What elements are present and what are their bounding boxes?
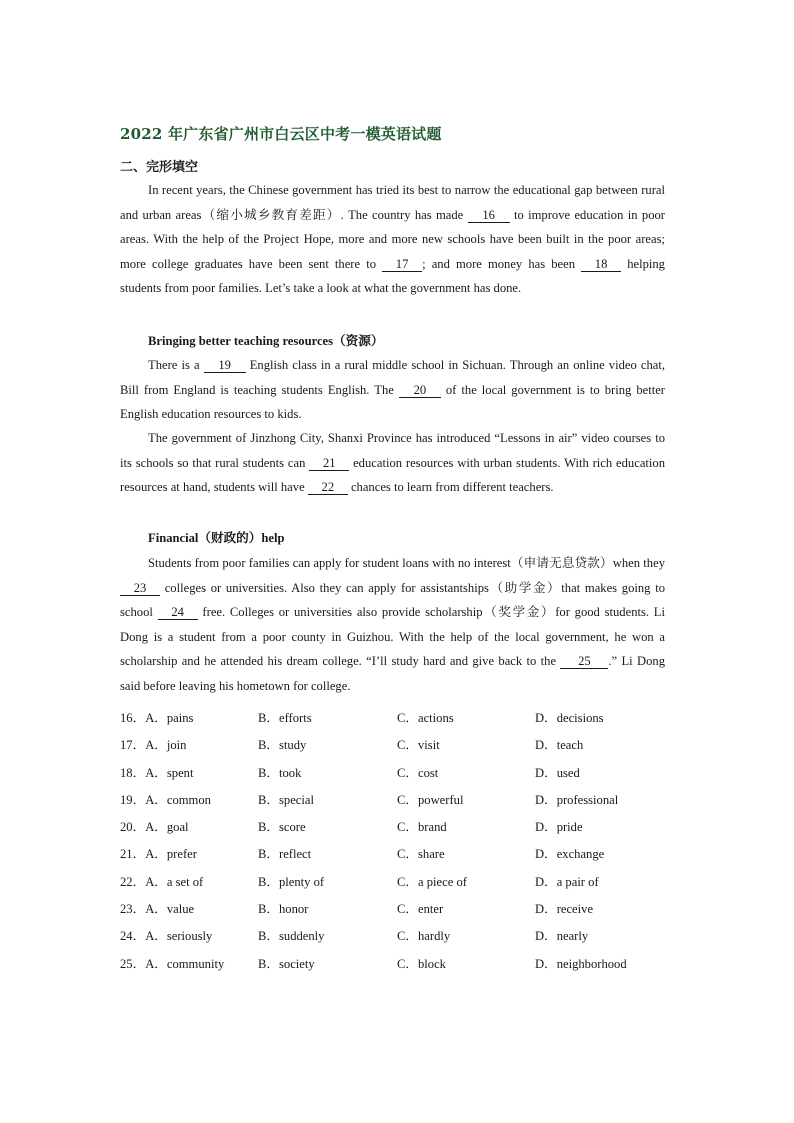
option-b: B．suddenly	[258, 929, 325, 944]
option-b: B．study	[258, 738, 307, 753]
option-row	[120, 898, 680, 925]
blank-22: 22	[308, 480, 348, 495]
section-heading: 二、完形填空	[120, 160, 199, 175]
option-c: C．a piece of	[397, 874, 467, 889]
option-a: 20．A．goal	[120, 820, 189, 835]
option-d: D．decisions	[535, 711, 604, 725]
option-b: B．efforts	[258, 711, 312, 725]
option-d: D．neighborhood	[535, 956, 627, 971]
subheading-financial-help: Financial（财政的）help	[148, 531, 285, 545]
option-d: D．exchange	[535, 847, 605, 862]
blank-19: 19	[204, 358, 246, 373]
option-c: C．actions	[397, 711, 454, 725]
option-a: 22．A．a set of	[120, 874, 204, 889]
option-a: 24．A．seriously	[120, 929, 213, 944]
option-d: D．used	[535, 765, 580, 780]
option-row	[120, 953, 680, 980]
exam-title: 2022 年广东省广州市白云区中考一模英语试题	[120, 125, 442, 143]
option-b: B．society	[258, 956, 315, 971]
option-a: 16．A．pains	[120, 711, 194, 725]
option-a: 25．A．community	[120, 956, 225, 971]
option-d: D．professional	[535, 792, 619, 807]
option-b: B．honor	[258, 902, 309, 917]
option-c: C．powerful	[397, 792, 464, 807]
option-c: C．visit	[397, 738, 440, 753]
option-row	[120, 843, 680, 870]
option-a: 23．A．value	[120, 902, 195, 917]
blank-20: 20	[399, 383, 441, 398]
option-d: D．pride	[535, 820, 583, 835]
option-b: B．plenty of	[258, 874, 325, 889]
option-row	[120, 734, 680, 761]
passage-paragraph-2: There is a 19 English class in a rural middle school in Sichuan. Through an online video chat, Bill from England is teaching students English. The 20 of the local government is to bring better English education resources to kids.	[120, 358, 665, 421]
option-c: C．brand	[397, 820, 447, 835]
option-row	[120, 707, 680, 734]
blank-25: 25	[560, 654, 608, 669]
option-c: C．enter	[397, 902, 444, 917]
option-b: B．took	[258, 765, 302, 780]
option-row	[120, 925, 680, 952]
option-d: D．teach	[535, 738, 584, 753]
passage-paragraph-4: Students from poor families can apply for student loans with no interest（申请无息贷款）when they 23 colleges or universities. Also they can apply for assistantships（助学金）that makes going to school 24 free. Colleges or universities also provide scholarship（奖学金）for good students. Li Dong is a student from a poor county in Guizhou. With the help of the local government, he won a scholarship and he attended his dream college. “I’ll study hard and give back to the 25 .” Li Dong said before leaving his hometown for college.	[120, 556, 665, 693]
option-c: C．block	[397, 956, 446, 971]
option-b: B．reflect	[258, 847, 312, 862]
option-a: 21．A．prefer	[120, 847, 197, 862]
option-c: C．cost	[397, 765, 439, 780]
option-c: C．hardly	[397, 929, 451, 944]
passage-paragraph-3: The government of Jinzhong City, Shanxi Province has introduced “Lessons in air” video courses to its schools so that rural students can 21 education resources with urban students. With rich education resources at hand, students will have 22 chances to learn from different teachers.	[120, 431, 665, 494]
option-d: D．nearly	[535, 929, 589, 944]
option-b: B．special	[258, 792, 314, 807]
answer-options	[120, 707, 680, 980]
blank-23: 23	[120, 581, 160, 596]
option-d: D．a pair of	[535, 874, 599, 889]
blank-24: 24	[158, 605, 198, 620]
option-a: 18．A．spent	[120, 765, 194, 780]
subheading-teaching-resources: Bringing better teaching resources（资源）	[148, 334, 384, 348]
option-b: B．score	[258, 820, 306, 835]
option-row	[120, 871, 680, 898]
option-d: D．receive	[535, 902, 594, 917]
option-row	[120, 816, 680, 843]
passage-paragraph-1: In recent years, the Chinese government has tried its best to narrow the educational gap between rural and urban areas（缩小城乡教育差距）. The country has made 16 to improve education in poor areas. With the help of the Project Hope, more and more new schools have been built in the poor areas; more college graduates have been sent there to 17 ; and more money has been 18 helping students from poor families. Let’s take a look at what the government has done.	[120, 183, 665, 295]
option-row	[120, 762, 680, 789]
option-a: 19．A．common	[120, 792, 211, 807]
blank-17: 17	[382, 257, 422, 272]
option-c: C．share	[397, 847, 445, 862]
option-row	[120, 789, 680, 816]
blank-21: 21	[309, 456, 349, 471]
option-a: 17．A．join	[120, 738, 187, 753]
blank-18: 18	[581, 257, 621, 272]
blank-16: 16	[468, 208, 510, 223]
